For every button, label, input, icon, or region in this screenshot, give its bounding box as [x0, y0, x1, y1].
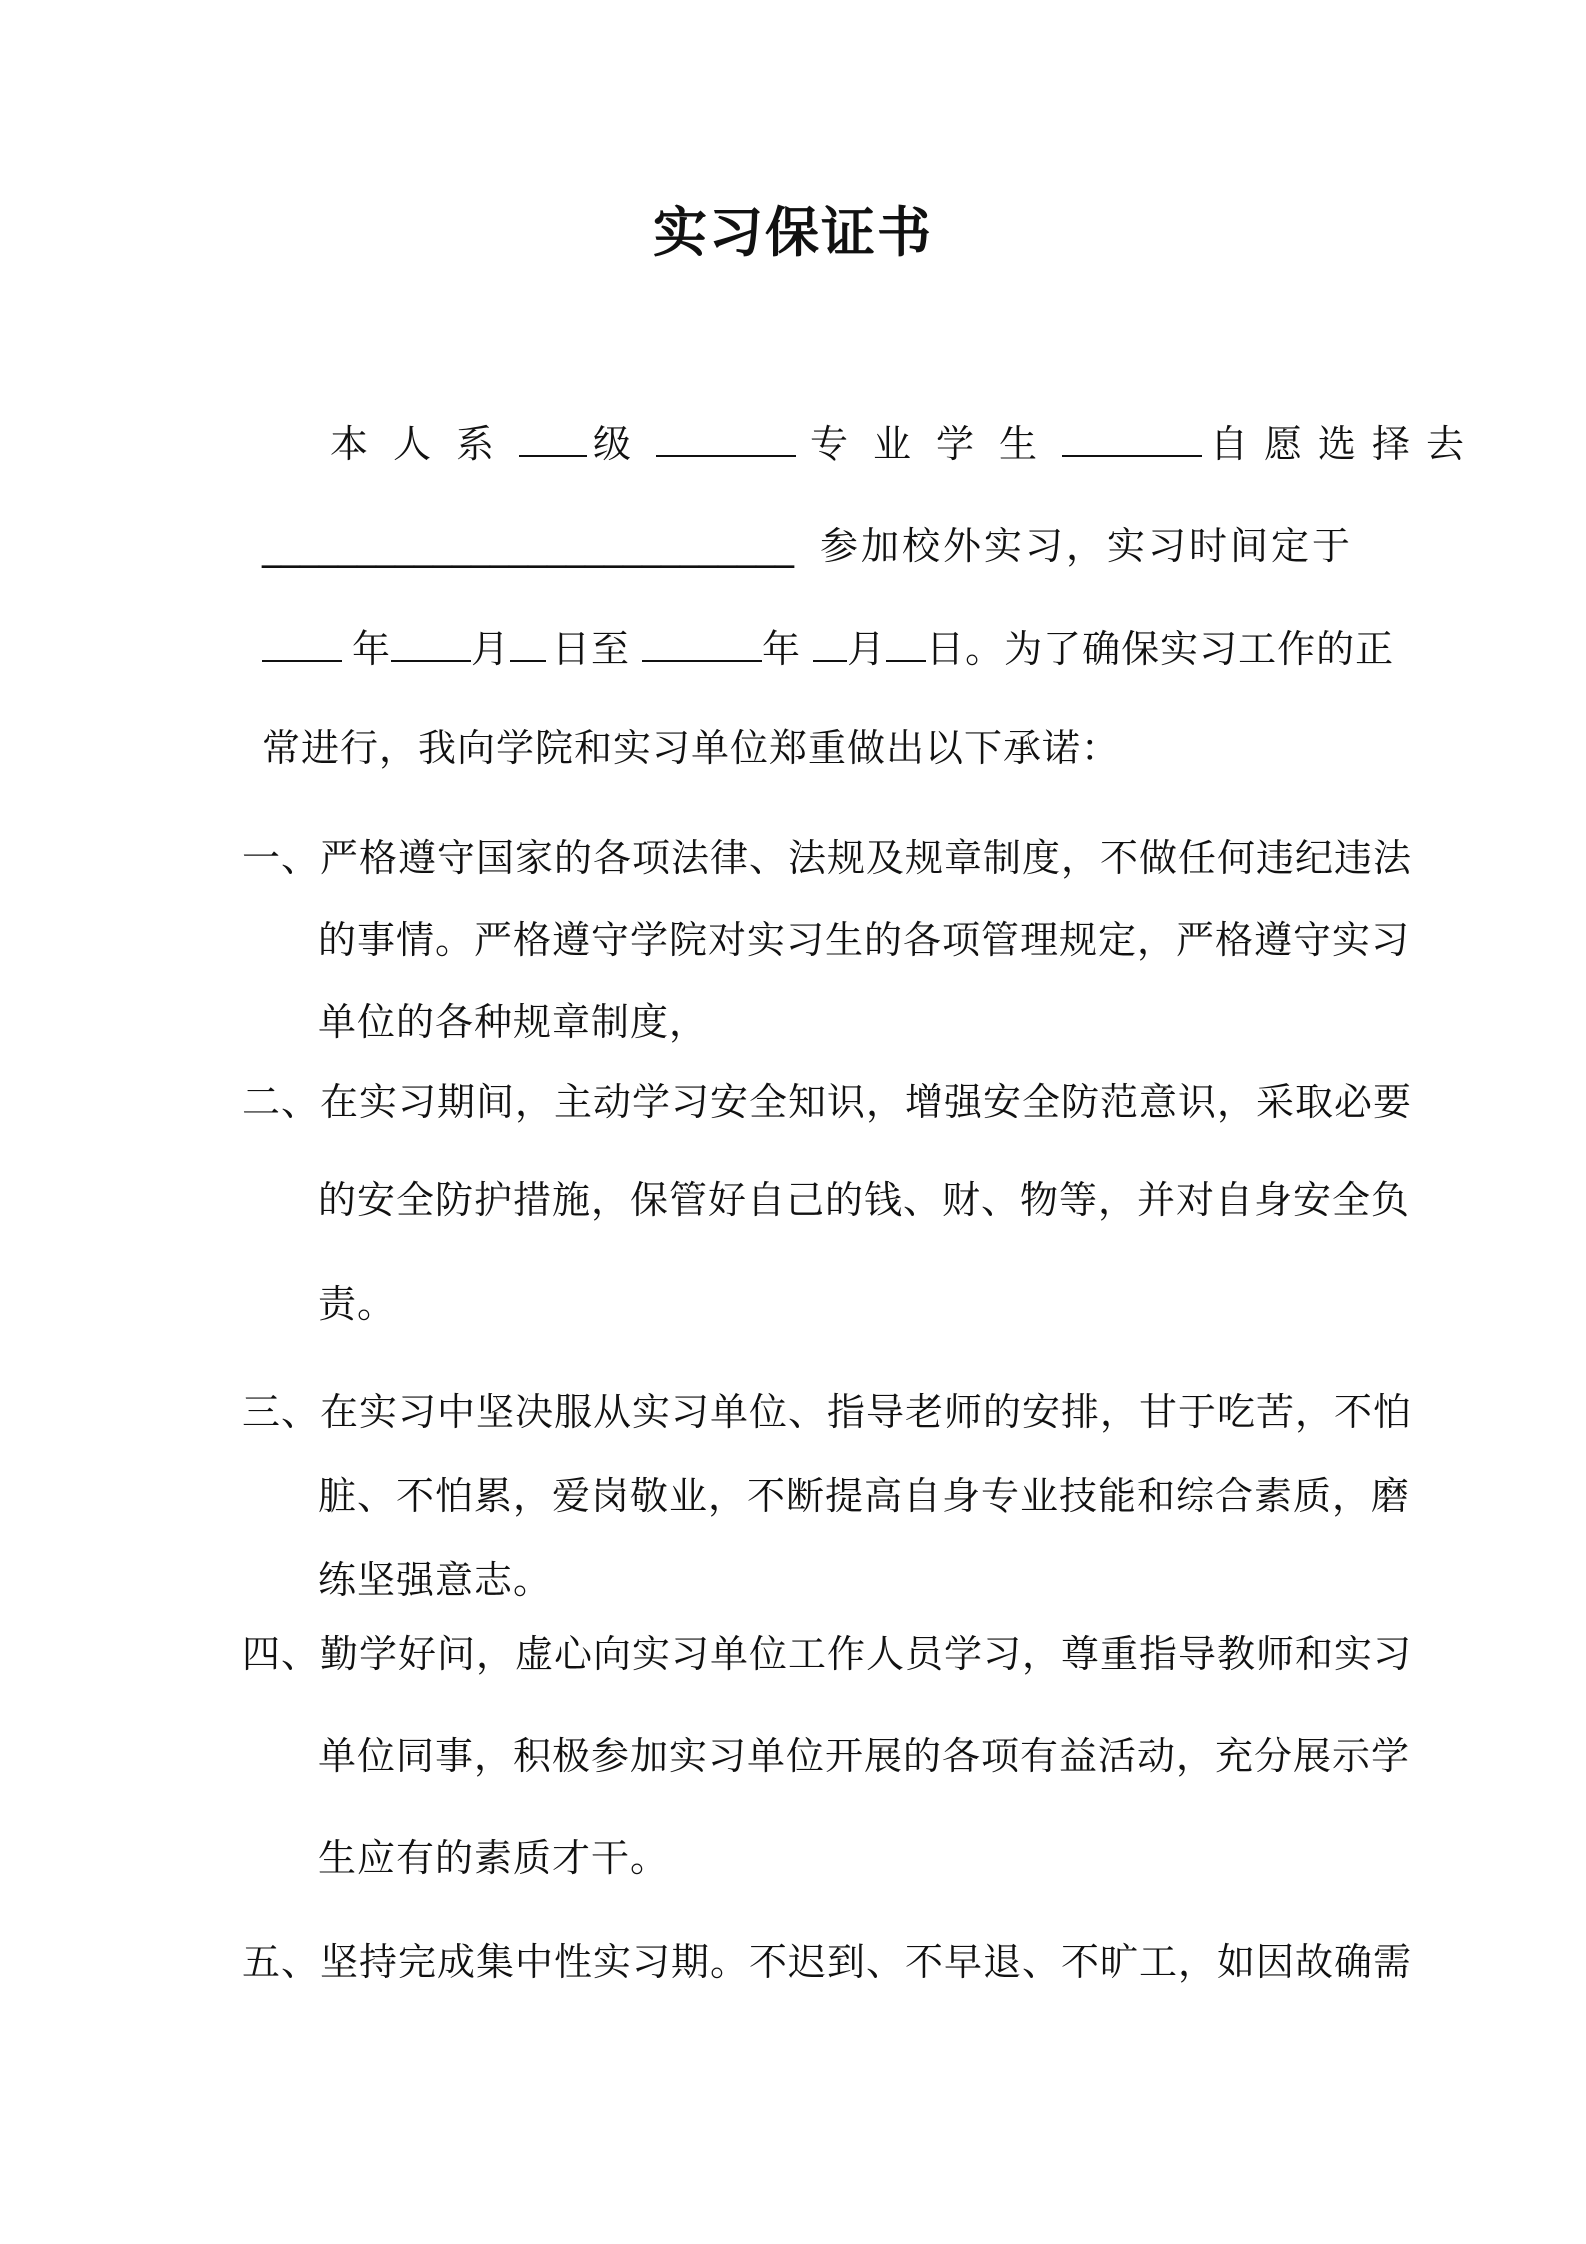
- list-item-2-continuation: 的安全防护措施，保管好自己的钱、财、物等，并对自身安全负: [318, 1178, 1411, 1222]
- list-item-4-continuation: 生应有的素质才干。: [318, 1836, 670, 1880]
- student-name-blank: [1062, 415, 1202, 457]
- list-item-5: [242, 1934, 1412, 1990]
- list-marker: 五、: [242, 1940, 321, 1984]
- document-title: 实习保证书: [653, 201, 933, 264]
- list-item-2: [242, 1074, 1412, 1130]
- list-item-4-continuation: 单位同事，积极参加实习单位开展的各项有益活动，充分展示学: [318, 1734, 1411, 1778]
- list-item-text: 在实习期间，主动学习安全知识，增强安全防范意识，采取必要: [320, 1080, 1413, 1124]
- list-item-3-continuation: 练坚强意志。: [318, 1558, 553, 1602]
- grade-blank: [519, 415, 587, 457]
- list-item-3: [242, 1384, 1412, 1440]
- start-day-blank: [510, 620, 546, 662]
- intro-text-month: 月: [471, 627, 511, 671]
- list-item-text: 严格遵守国家的各项法律、法规及规章制度，不做任何违纪违法: [320, 836, 1413, 880]
- list-item-3-continuation: 脏、不怕累，爱岗敬业，不断提高自身专业技能和综合素质，磨: [318, 1474, 1411, 1518]
- intro-text-major-student: 专业学生: [810, 422, 1063, 466]
- intro-text-internship-time: 参加校外实习，实习时间定于: [820, 524, 1354, 568]
- list-marker: 四、: [242, 1632, 321, 1676]
- list-item-4: [242, 1626, 1412, 1682]
- list-item-text: 在实习中坚决服从实习单位、指导老师的安排，甘于吃苦，不怕: [320, 1390, 1413, 1434]
- intro-text-grade: 级: [593, 422, 657, 466]
- end-day-blank: [886, 620, 926, 662]
- major-blank: [656, 415, 796, 457]
- list-marker: 二、: [242, 1080, 321, 1124]
- intro-line-4: 常进行，我向学院和实习单位郑重做出以下承诺：: [262, 726, 1121, 770]
- intro-text-day-to: 日至: [552, 627, 631, 671]
- intro-text-grade-prefix: 本人系: [330, 422, 520, 466]
- list-item-1-continuation: 单位的各种规章制度，: [318, 1000, 709, 1044]
- end-month-blank: [813, 620, 847, 662]
- intro-line-3: [262, 620, 1394, 677]
- intro-line-1: [330, 415, 1480, 472]
- list-item-2-continuation: 责。: [318, 1282, 397, 1326]
- intro-line-2: [262, 518, 1353, 574]
- list-marker: 三、: [242, 1390, 321, 1434]
- intro-text-end-month: 月: [847, 627, 887, 671]
- list-item-text: 勤学好问，虚心向实习单位工作人员学习，尊重指导教师和实习: [320, 1632, 1413, 1676]
- list-item-1: [242, 830, 1412, 886]
- start-year-blank: [262, 620, 342, 662]
- list-item-text: 坚持完成集中性实习期。不迟到、不早退、不旷工，如因故确需: [320, 1940, 1413, 1984]
- intro-text-choose: 自愿选择去: [1210, 422, 1481, 466]
- list-marker: 一、: [242, 836, 321, 880]
- start-month-blank: [391, 620, 471, 662]
- company-blank: ____________________________: [262, 524, 794, 568]
- end-year-blank: [642, 620, 762, 662]
- intro-text-end-year: 年: [762, 627, 802, 671]
- intro-text-purpose: 日。为了确保实习工作的正: [926, 627, 1395, 671]
- list-item-1-continuation: 的事情。严格遵守学院对实习生的各项管理规定，严格遵守实习: [318, 918, 1411, 962]
- intro-text-year: 年: [352, 627, 392, 671]
